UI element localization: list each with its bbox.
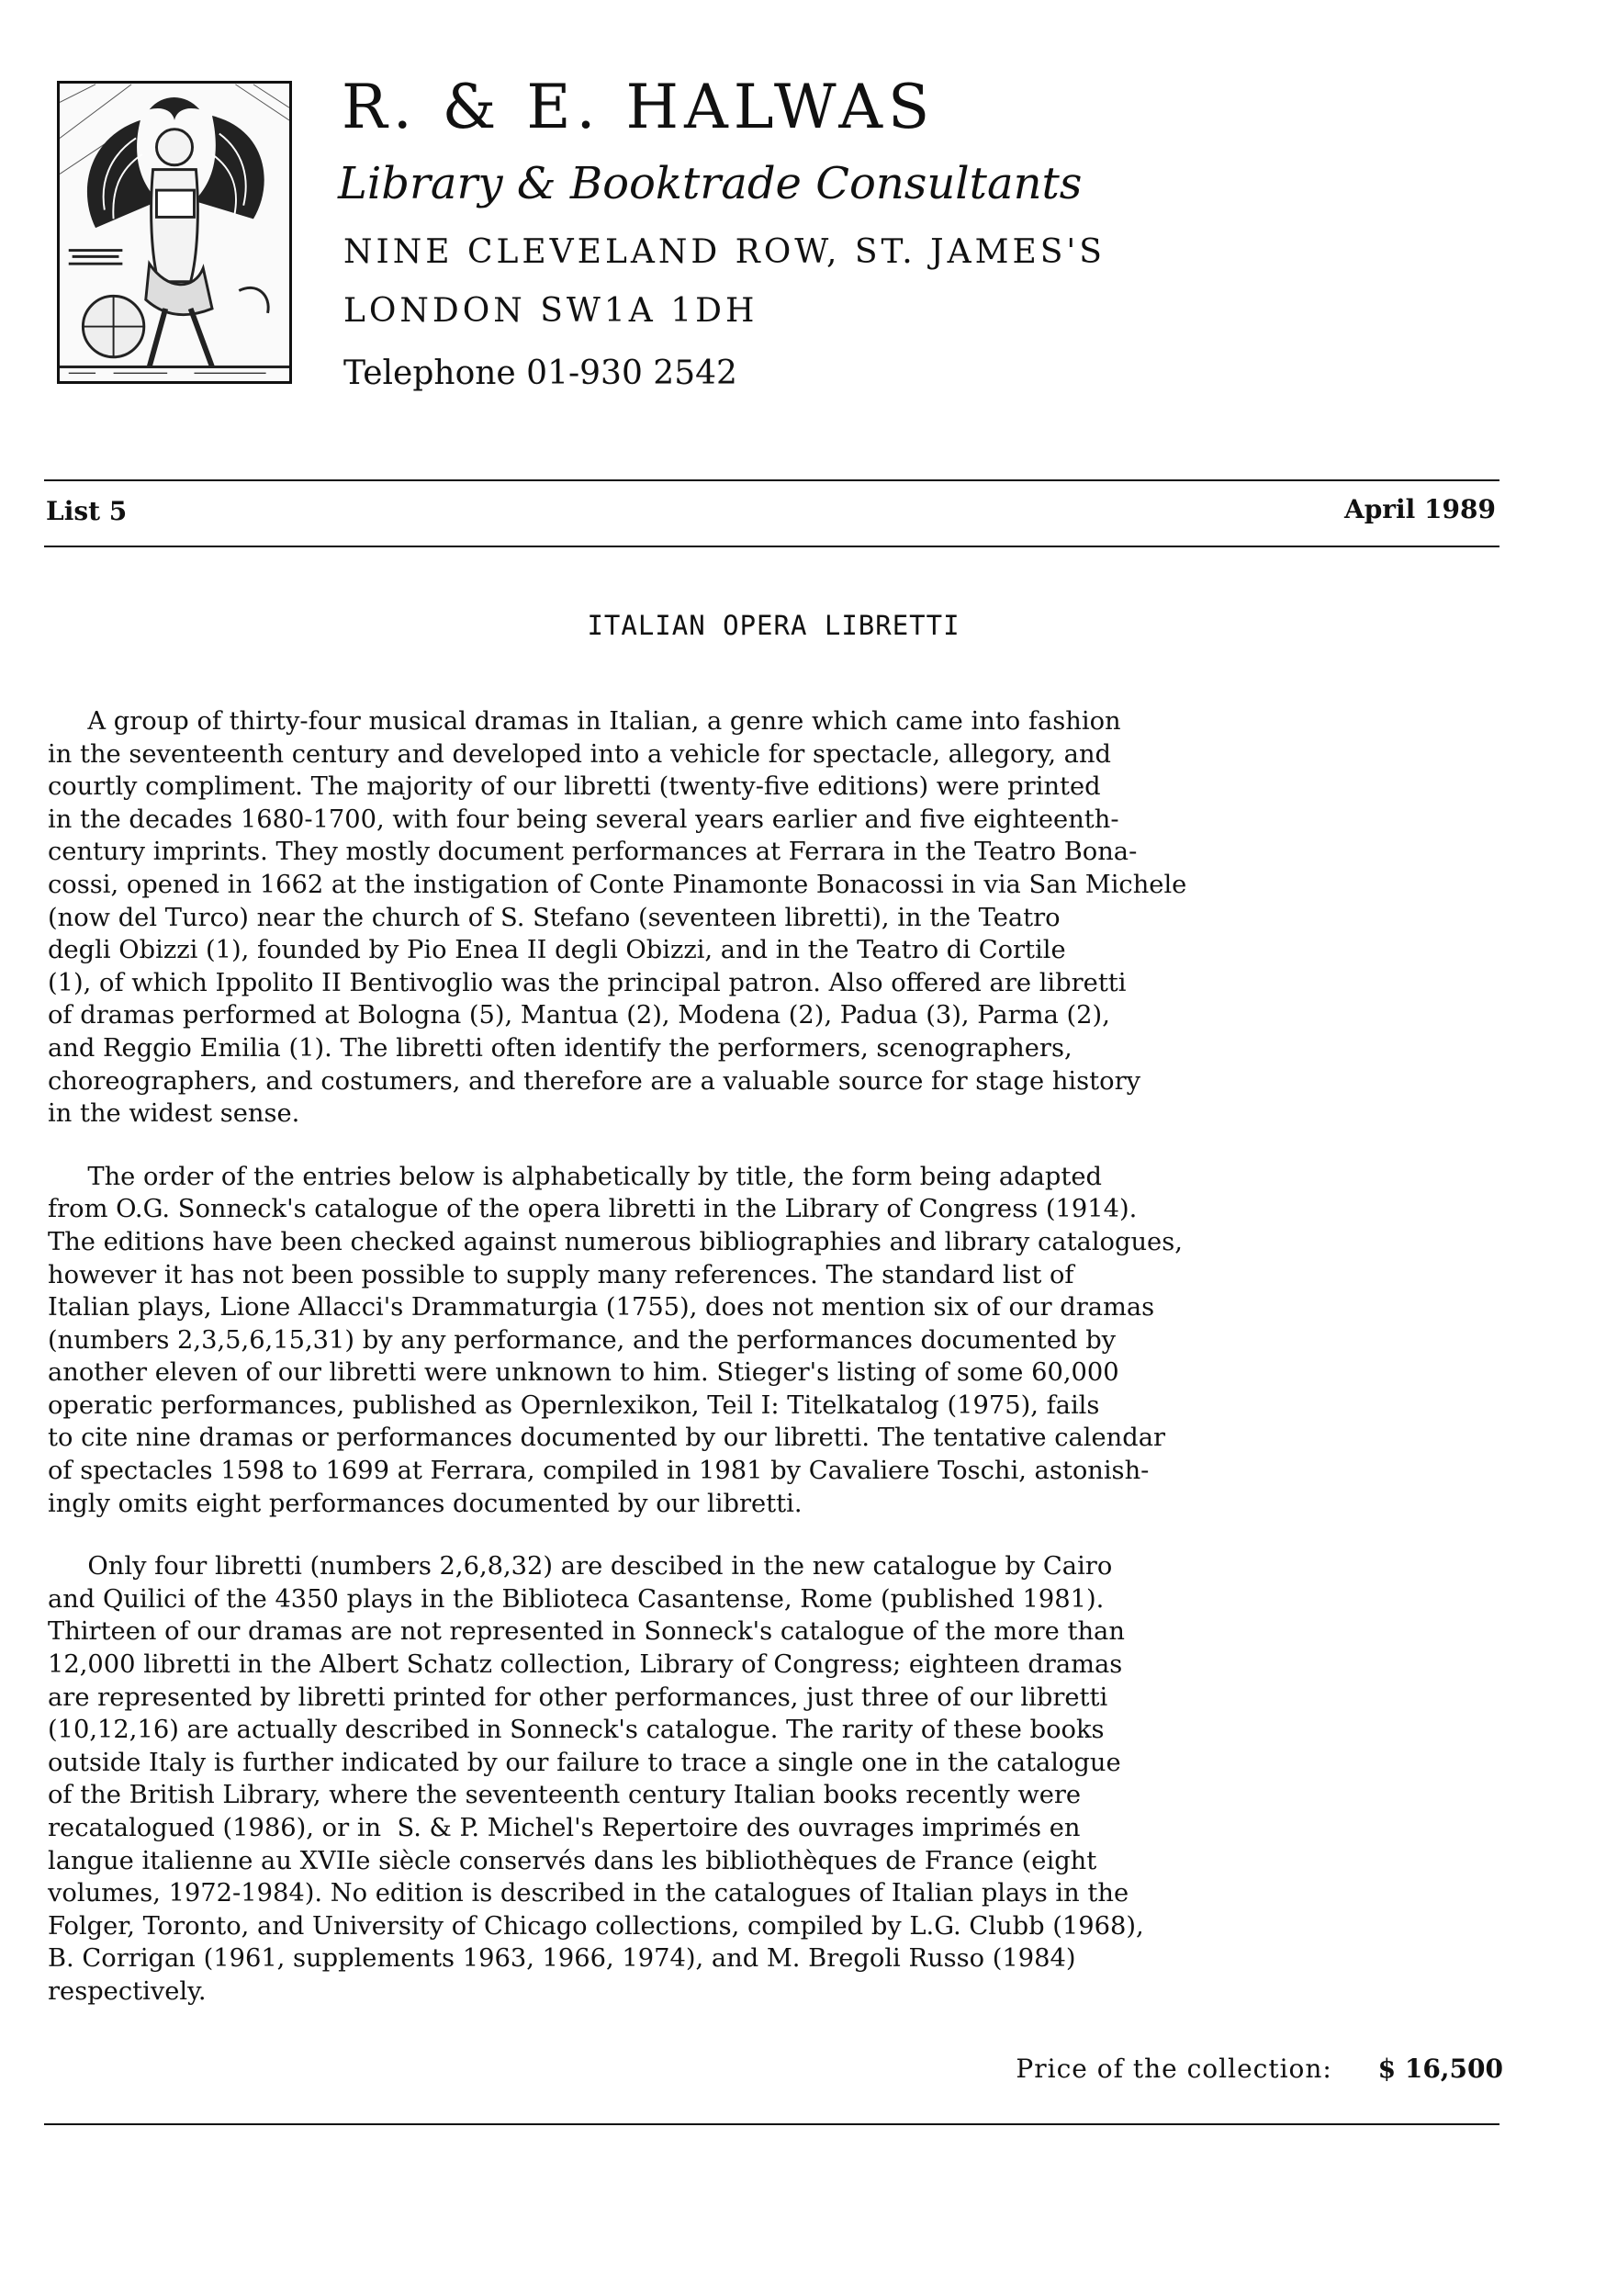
address-line-1: NINE CLEVELAND ROW, ST. JAMES'S: [343, 233, 1106, 271]
paragraph-order: The order of the entries below is alphabetically by title, the form being adapted from O.G. Sonneck's catalogue of the opera libretti in the Library of Congress (1914). The editions have been checked against numerous bibliographies and library catalogues, however it has not been possible to supply many references. The standard list of Italian plays, Lione Allacci's Drammaturgia (1755), does not mention six of our dramas (numbers 2,3,5,6,15,31) by any performance, and the performances documented by another eleven of our libretti were unknown to him. Stieger's listing of some 60,000 operatic performances, published as Opernlexikon, Teil I: Titelkatalog (1975), fails to cite nine dramas or performances documented by our libretti. The tentative calendar of spectacles 1598 to 1699 at Ferrara, compiled in 1981 by Cavaliere Toschi, astonish- ingly omits eight performances documented by our libretti.: [48, 1162, 1183, 1518]
bottom-divider: [44, 2123, 1499, 2125]
price-value: $ 16,500: [1377, 2054, 1503, 2084]
top-divider: [44, 479, 1499, 481]
header-divider: [44, 546, 1499, 547]
price-label: Price of the collection:: [1016, 2054, 1332, 2084]
price-row: [1016, 2054, 1503, 2084]
winged-figure-emblem-icon: [57, 81, 292, 384]
letterhead: [0, 0, 1606, 478]
document-title: ITALIAN OPERA LIBRETTI: [587, 610, 960, 641]
address-line-2: LONDON SW1A 1DH: [343, 292, 758, 330]
list-number: List 5: [46, 496, 128, 526]
firm-tagline: Library & Booktrade Consultants: [338, 158, 1083, 209]
firm-name: R. & E. HALWAS: [342, 72, 936, 142]
telephone: Telephone 01-930 2542: [343, 355, 737, 392]
paragraph-intro: A group of thirty-four musical dramas in Italian, a genre which came into fashion in the seventeenth century and developed into a vehicle for spectacle, allegory, and courtly compliment. The majority of our libretti (twenty-five editions) were printed in the decades 1680-1700, with four being several years earlier and five eighteenth- century imprints. They mostly document performances at Ferrara in the Teatro Bona- cossi, opened in 1662 at the instigation of Conte Pinamonte Bonacossi in via San Michele (now del Turco) near the church of S. Stefano (seventeen libretti), in the Teatro degli Obizzi (1), founded by Pio Enea II degli Obizzi, and in the Teatro di Cortile (1), of which Ippolito II Bentivoglio was the principal patron. Also offered are libretti of dramas performed at Bologna (5), Mantua (2), Modena (2), Padua (3), Parma (2), and Reggio Emilia (1). The libretti often identify the performers, scenographers, choreographers, and costumers, and therefore are a valuable source for stage history in the widest sense.: [48, 707, 1187, 1129]
list-date: April 1989: [1343, 494, 1496, 524]
paragraph-rarity: Only four libretti (numbers 2,6,8,32) are descibed in the new catalogue by Cairo and Quilici of the 4350 plays in the Biblioteca Casantense, Rome (published 1981). Thirteen of our dramas are not represented in Sonneck's catalogue of the more than 12,000 libretti in the Albert Schatz collection, Library of Congress; eighteen dramas are represented by libretti printed for other performances, just three of our libretti (10,12,16) are actually described in Sonneck's catalogue. The rarity of these books outside Italy is further indicated by our failure to trace a single one in the catalogue of the British Library, where the seventeenth century Italian books recently were recatalogued (1986), or in S. & P. Michel's Repertoire des ouvrages imprimés en langue italienne au XVIIe siècle conservés dans les bibliothèques de France (eight volumes, 1972-1984). No edition is described in the catalogues of Italian plays in the Folger, Toronto, and University of Chicago collections, compiled by L.G. Clubb (1968), B. Corrigan (1961, supplements 1963, 1966, 1974), and M. Bregoli Russo (1984) respectively.: [48, 1552, 1144, 2006]
document-body: [48, 705, 1528, 2039]
